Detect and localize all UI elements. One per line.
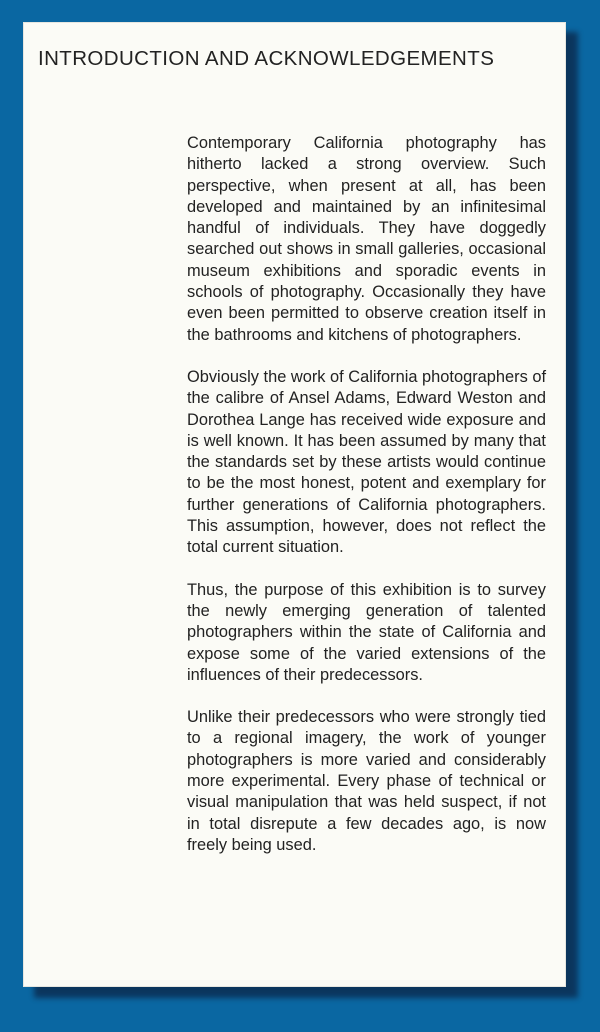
body-text: [187, 133, 546, 877]
document-page: [23, 22, 566, 987]
paragraph-4: Unlike their predecessors who were strongly tied to a regional imagery, the work of younger photographers is more varied and considerably more experimental. Every phase of technical or visual manipulation that was held suspect, if not in total disrepute a few decades ago, is now freely being used.: [187, 708, 546, 854]
paragraph-2: Obviously the work of California photographers of the calibre of Ansel Adams, Edward Weston and Dorothea Lange has received wide exposure and is well known. It has been assumed by many that the standards set by these artists would continue to be the most honest, potent and exemplary for further generations of California photographers. This assumption, however, does not reflect the total current situation.: [187, 367, 546, 557]
page-title: INTRODUCTION AND ACKNOWLEDGEMENTS: [38, 47, 495, 70]
paragraph-3: Thus, the purpose of this exhibition is to survey the newly emerging generation of talented photographers within the state of California and expose some of the varied extensions of the influences of their predecessors.: [187, 580, 546, 684]
paragraph-1: Contemporary California photography has hitherto lacked a strong overview. Such perspective, when present at all, has been developed and maintained by an infinitesimal handful of individuals. They have doggedly searched out shows in small galleries, occasional museum exhibitions and sporadic events in schools of photography. Occasionally they have even been permitted to observe creation itself in the bathrooms and kitchens of photographers.: [187, 134, 546, 344]
